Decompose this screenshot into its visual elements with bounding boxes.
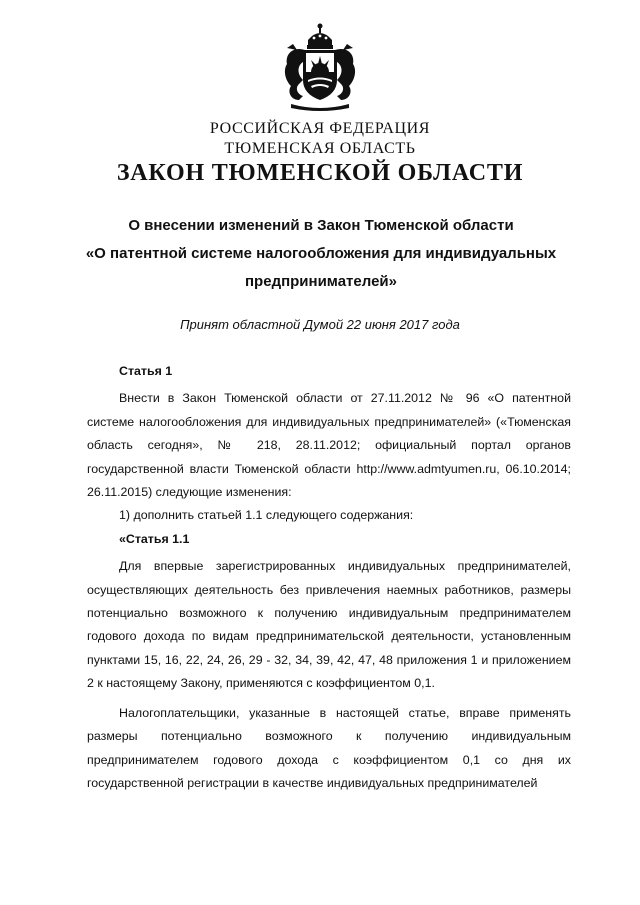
adoption-date: Принят областной Думой 22 июня 2017 года bbox=[180, 317, 460, 332]
ribbon-icon bbox=[291, 104, 349, 111]
sub-article-paragraph-1: Для впервые зарегистрированных индивидуальных предпринимателей, осуществляющих деятельность без привлечения наемных работников, размеры потенциально возможного к получению индивидуальным предпринимателем годового дохода по видам предпринимательской деятельности, установленным пунктами 15, 16, 22, 24, 26, 29 - 32, 34, 39, 42, 47, 48 приложения 1 и приложением 2 к настоящему Закону, применяются с коэффициентом 0,1. bbox=[87, 559, 571, 691]
shield-icon bbox=[303, 50, 337, 100]
crown-icon bbox=[307, 24, 333, 50]
document-body bbox=[87, 360, 571, 795]
article-heading: Статья 1 bbox=[119, 364, 173, 378]
coat-of-arms-icon bbox=[273, 20, 367, 114]
sub-article-heading: «Статья 1.1 bbox=[119, 531, 190, 546]
document-title-line-1: О внесении изменений в Закон Тюменской области bbox=[128, 217, 514, 234]
left-supporter-icon bbox=[285, 49, 305, 100]
document-title-line-3: предпринимателей» bbox=[245, 273, 397, 290]
region-heading: ТЮМЕНСКАЯ ОБЛАСТЬ bbox=[224, 140, 416, 157]
right-supporter-icon bbox=[335, 49, 355, 100]
sub-article-paragraph-2: Налогоплательщики, указанные в настоящей статье, вправе применять размеры потенциально возможного к получению индивидуальным предпринимателем годового дохода с коэффициентом 0,1 со дня их государственной регистрации в качестве индивидуальных предпринимателей bbox=[87, 705, 571, 790]
article-intro-paragraph: Внести в Закон Тюменской области от 27.11.2012 № 96 «О патентной системе налогообложения для индивидуальных предпринимателей» («Тюменская область сегодня», № 218, 28.11.2012; официальный портал органов государственной власти Тюменской области http://www.admtyumen.ru, 06.10.2014; 26.11.2015) следующие изменения: bbox=[87, 391, 571, 500]
country-heading: РОССИЙСКАЯ ФЕДЕРАЦИЯ bbox=[209, 120, 431, 137]
law-type-heading: ЗАКОН ТЮМЕНСКОЙ ОБЛАСТИ bbox=[116, 160, 524, 186]
document-title-line-2: «О патентной системе налогообложения для индивидуальных bbox=[85, 245, 557, 262]
article-item-1: 1) дополнить статьей 1.1 следующего содержания: bbox=[119, 508, 414, 523]
